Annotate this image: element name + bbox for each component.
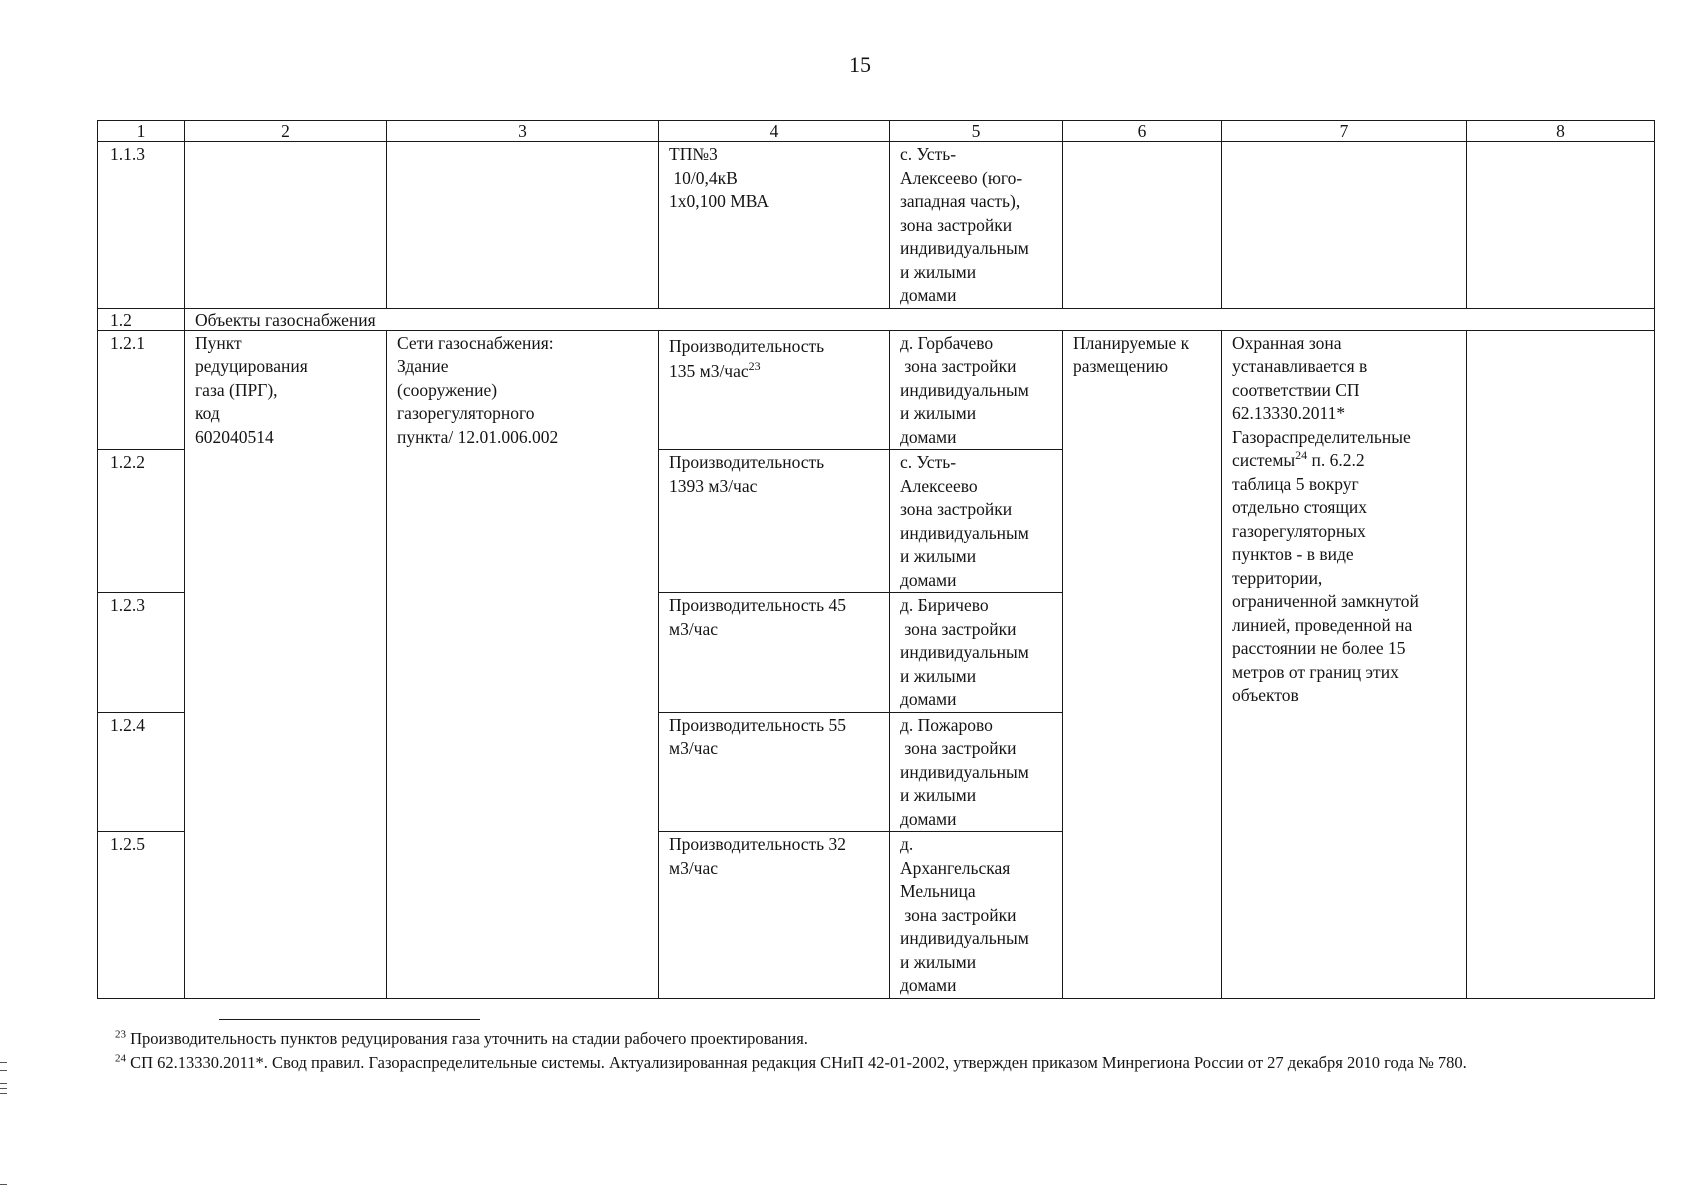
cell-line: таблица 5 вокруг [1232,473,1359,494]
cell-line: отдельно стоящих [1232,497,1368,517]
cell-line [1232,449,1460,473]
cell-line: индивидуальным [900,238,1029,258]
table-row [98,330,1655,450]
cell-line [669,358,883,384]
cell-line: размещению [1073,356,1169,376]
row-number: 1.2.5 [98,832,185,999]
table-cell [1222,142,1467,309]
cell-line: м3/час [669,857,719,878]
cell-line: м3/час [669,738,719,758]
cell-line: Производительность [669,335,825,356]
footnote-mark: 23 [115,1028,126,1041]
cell-line: индивидуальным [900,642,1029,662]
margin-mark [0,1083,7,1084]
header-cell: 1 [98,121,185,142]
cell-line: газа (ПРГ), [195,379,278,400]
cell-line: газорегуляторного [397,403,535,423]
cell-line: м3/час [669,618,719,639]
cell-line: зона застройки [900,738,1017,758]
table-cell [890,450,1063,593]
cell-line: код [195,403,220,423]
cell-text: системы [1232,450,1296,470]
table-cell [659,593,890,713]
footnote-mark: 24 [115,1052,126,1065]
table-cell [659,832,890,999]
cell-line: домами [900,569,957,590]
table-cell [890,330,1063,450]
cell-line: пунктов - в виде [1232,544,1354,564]
row-number: 1.2.4 [98,712,185,832]
cell-line: расстоянии не более 15 [1232,638,1406,658]
cell-line: зона застройки [900,618,1017,639]
footnote [115,1051,1585,1075]
table-header-row [98,121,1655,142]
header-cell: 5 [890,121,1063,142]
cell-line: и жилыми [900,261,977,282]
margin-mark [0,1093,7,1094]
header-cell: 4 [659,121,890,142]
cell-line: Производительность [669,452,825,472]
cell-line: зона застройки [900,904,1017,925]
table-cell [1467,330,1655,998]
cell-line: Планируемые к [1073,332,1190,353]
cell-line: с. Усть- [900,144,957,164]
margin-mark [0,1184,7,1185]
footnote-text: Производительность пунктов редуцирования газа уточнить на стадии рабочего проектирования. [126,1029,808,1048]
cell-line: ограниченной замкнутой [1232,591,1419,611]
table-cell [387,142,659,309]
table-cell [387,330,659,998]
header-cell: 7 [1222,121,1467,142]
header-cell: 6 [1063,121,1222,142]
row-number: 1.2.2 [98,450,185,593]
cell-line: Архангельская [900,857,1011,878]
cell-line: 602040514 [195,426,274,447]
header-cell: 3 [387,121,659,142]
footnote-separator [219,1019,480,1020]
row-number: 1.2.3 [98,593,185,713]
table-cell [1063,142,1222,309]
cell-line: Алексеево [900,475,978,496]
cell-line: домами [900,426,957,447]
margin-mark [0,1070,7,1071]
cell-line: индивидуальным [900,928,1029,948]
cell-line: д. [900,834,914,854]
cell-line: домами [900,285,957,305]
cell-line: д. Пожарово [900,714,993,735]
cell-line: Охранная зона [1232,332,1342,353]
row-number: 1.1.3 [98,142,185,309]
section-title: Объекты газоснабжения [185,308,1655,330]
cell-line: Алексеево (юго- [900,167,1023,188]
footnote-ref[interactable]: 24 [1295,448,1308,463]
footnote-text: СП 62.13330.2011*. Свод правил. Газораспределительные системы. Актуализированная редакция СНиП 42-01-2002, утвержден приказом Минрегиона России от 27 декабря 2010 года № 780. [126,1053,1467,1072]
cell-line: (сооружение) [397,379,498,400]
header-cell: 2 [185,121,387,142]
cell-line: газорегуляторных [1232,520,1366,541]
cell-line: западная часть), [900,191,1021,211]
cell-line: устанавливается в [1232,356,1368,376]
table-cell [890,142,1063,309]
margin-mark [0,1088,7,1089]
objects-table [97,120,1655,999]
cell-line: домами [900,975,957,995]
cell-line: Производительность 32 [669,834,847,854]
cell-line: зона застройки [900,356,1017,376]
cell-line: и жилыми [900,951,977,972]
cell-line: домами [900,689,957,709]
cell-line: зона застройки [900,499,1013,519]
table-cell [890,832,1063,999]
cell-line: индивидуальным [900,761,1029,782]
cell-line: 10/0,4кВ [669,167,738,188]
cell-line: Мельница [900,881,976,901]
cell-line: 1393 м3/час [669,475,758,496]
cell-text: 135 м3/час [669,361,749,381]
cell-line: редуцирования [195,356,308,376]
page-number: 15 [849,52,871,77]
cell-line: Производительность 55 [669,714,847,735]
cell-line: Сети газоснабжения: [397,332,554,353]
section-row [98,308,1655,330]
cell-line: и жилыми [900,785,977,805]
cell-line: 1х0,100 МВА [669,191,770,211]
cell-line: зона застройки [900,214,1013,235]
cell-line: ТП№3 [669,144,718,164]
section-number: 1.2 [98,308,185,330]
cell-text: п. 6.2.2 [1307,450,1365,470]
cell-line: Здание [397,356,449,376]
cell-line: соответствии СП [1232,379,1360,400]
cell-line: домами [900,808,957,829]
cell-line: д. Горбачево [900,332,994,353]
table-cell [890,593,1063,713]
table-cell [659,330,890,450]
cell-line: пункта/ 12.01.006.002 [397,426,559,447]
table-cell [659,712,890,832]
cell-line: и жилыми [900,665,977,686]
cell-line: с. Усть- [900,452,957,472]
footnote-ref[interactable]: 23 [748,359,761,374]
cell-line: объектов [1232,685,1299,705]
table-cell [890,712,1063,832]
footnotes [115,1027,1585,1075]
table-row [98,142,1655,309]
table-cell [185,142,387,309]
table-cell [659,142,890,309]
cell-line: индивидуальным [900,522,1029,543]
cell-line: метров от границ этих [1232,661,1399,682]
cell-line: Производительность 45 [669,595,847,615]
cell-line: и жилыми [900,403,977,423]
header-cell: 8 [1467,121,1655,142]
table-cell [1222,330,1467,998]
table-cell [1467,142,1655,309]
footnote [115,1027,1585,1051]
cell-line: территории, [1232,567,1323,588]
table-cell [1063,330,1222,998]
margin-mark [0,1062,7,1063]
table-cell [659,450,890,593]
cell-line: линией, проведенной на [1232,614,1413,635]
row-number: 1.2.1 [98,330,185,450]
table-cell [185,330,387,998]
cell-line: 62.13330.2011* [1232,403,1346,423]
cell-line: индивидуальным [900,379,1029,400]
cell-line: Газораспределительные [1232,426,1411,447]
cell-line: и жилыми [900,546,977,566]
cell-line: д. Биричево [900,595,989,615]
cell-line: Пункт [195,332,242,353]
